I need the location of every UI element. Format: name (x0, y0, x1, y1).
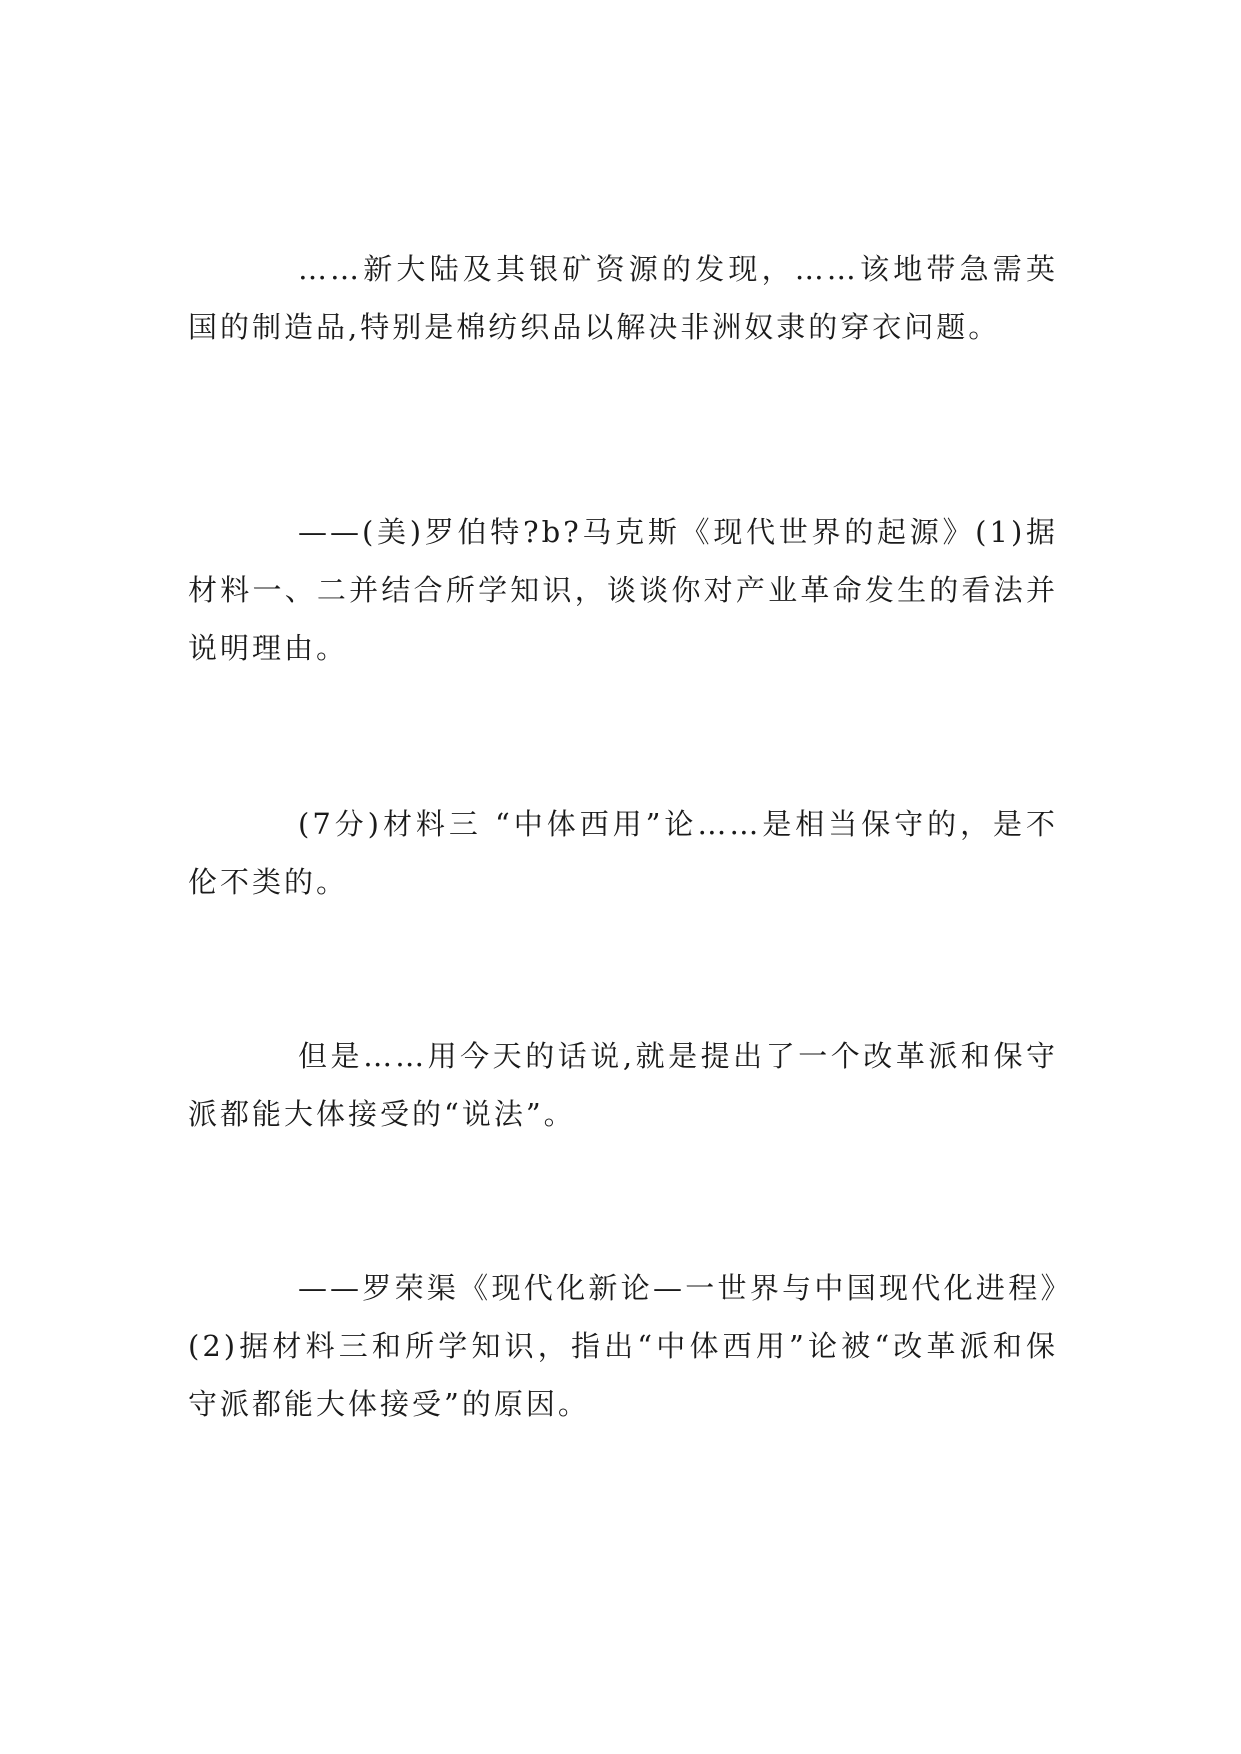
paragraph-source-and-question-two: ——罗荣渠《现代化新论—一世界与中国现代化进程》(2)据材料三和所学知识，指出“中体西用”论被“改革派和保守派都能大体接受”的原因。 (188, 1271, 1058, 1421)
paragraph-material-two-excerpt: ……新大陆及其银矿资源的发现，……该地带急需英国的制造品,特别是棉纺织品以解决非洲奴隶的穿衣问题。 (188, 252, 1058, 344)
paragraph-source-and-question-one: ——(美)罗伯特?b?马克斯《现代世界的起源》(1)据材料一、二并结合所学知识，谈谈你对产业革命发生的看法并说明理由。 (188, 515, 1058, 665)
paragraph-material-three-continued: 但是……用今天的话说,就是提出了一个改革派和保守派都能大体接受的“说法”。 (188, 1039, 1058, 1131)
paragraph-material-three: (7分)材料三 “中体西用”论……是相当保守的，是不伦不类的。 (188, 807, 1058, 899)
